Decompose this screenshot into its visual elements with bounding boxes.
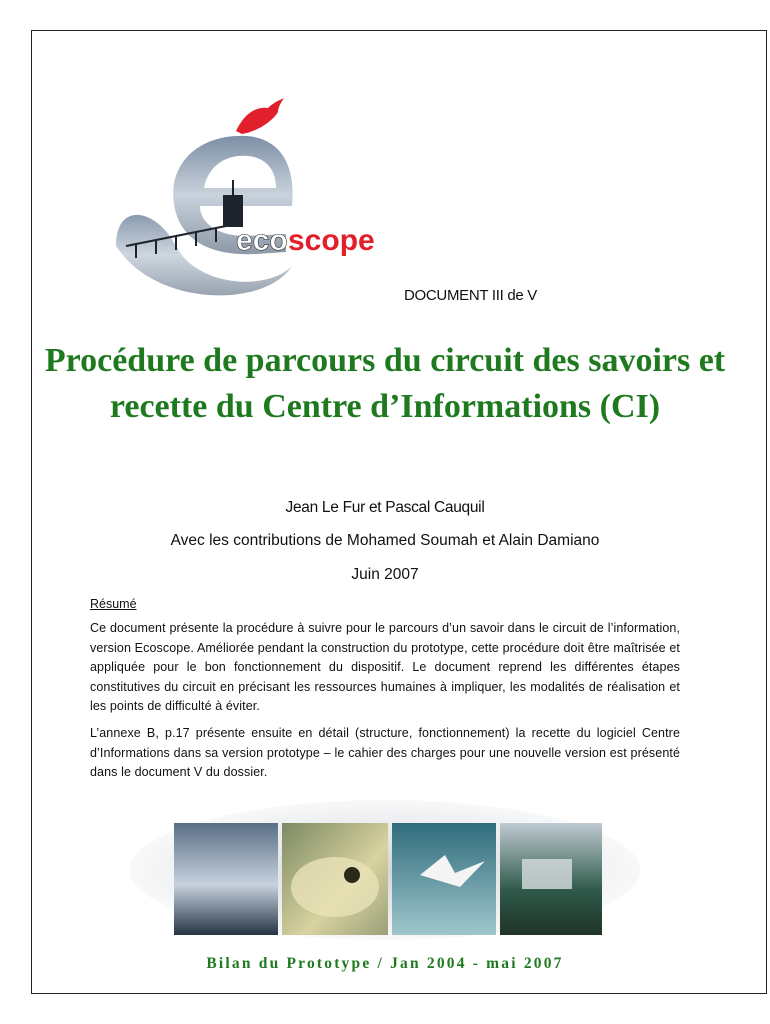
resume-paragraph-1: Ce document présente la procédure à suivre pour le parcours d’un savoir dans le circuit de l’information, version Ecoscope. Améliorée pendant la construction du prototype, cette procédure doit être maîtrisée et appliquée pour le bon fonctionnement du dispositif. Le document reprend les différentes étapes constitutives du circuit en précisant les ressources humaines à impliquer, les modalités de réalisation et les points de difficulté à éviter. (90, 621, 680, 713)
author-conjunction: et (364, 499, 386, 516)
authors (0, 499, 770, 517)
ecoscope-logo (96, 96, 396, 296)
resume-heading: Résumé (90, 597, 137, 611)
logo-text-eco: eco (236, 224, 288, 257)
logo-text-scope: scope (288, 224, 375, 257)
doc-label: DOCUMENT III de V (404, 287, 537, 304)
footer-title: Bilan du Prototype / Jan 2004 - mai 2007 (206, 955, 564, 972)
fish-icon (236, 98, 284, 134)
publication-date: Juin 2007 (351, 566, 419, 583)
photo-sea (174, 823, 278, 935)
document-title: Procédure de parcours du circuit des savoirs et recette du Centre d’Informations (CI) (44, 342, 726, 425)
photo-banner (130, 795, 640, 945)
resume-paragraph-2: L’annexe B, p.17 présente ensuite en détail (structure, fonctionnement) la recette du logiciel Centre d’Informations dans sa version prototype – le cahier des charges pour une nouvelle version est présenté dans le document V du dossier. (90, 726, 680, 779)
contributions: Avec les contributions de Mohamed Soumah et Alain Damiano (170, 532, 600, 549)
author-2: Pascal Cauquil (385, 499, 485, 516)
author-1: Jean Le Fur (285, 499, 365, 516)
